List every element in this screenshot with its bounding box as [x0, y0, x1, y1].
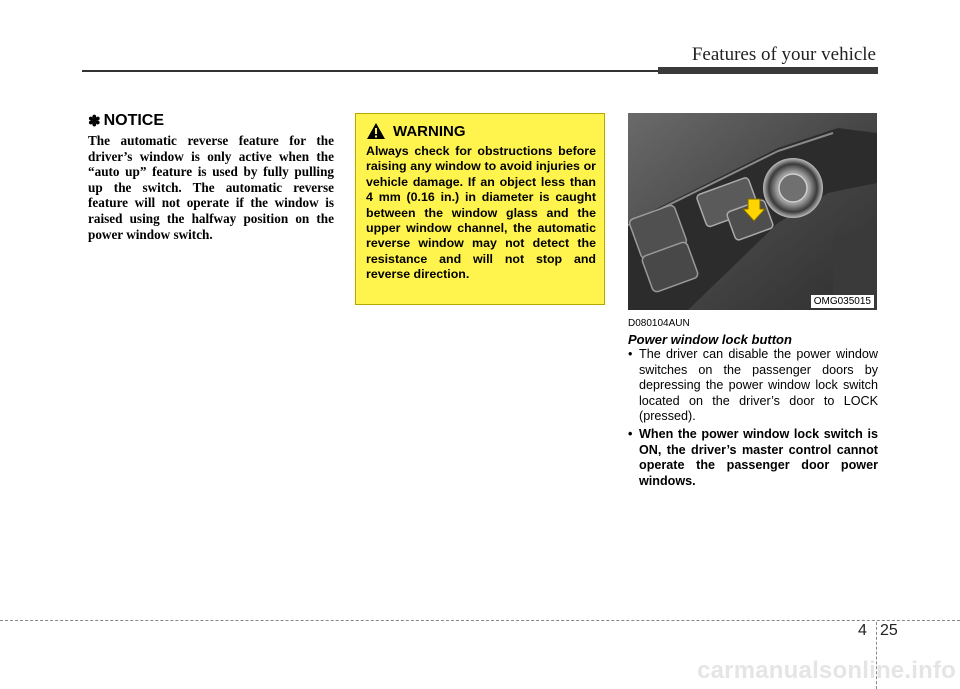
section-title: Power window lock button: [628, 332, 792, 347]
warning-triangle-icon: [366, 122, 386, 140]
asterisk-icon: ✽: [88, 113, 101, 130]
warning-box: [355, 113, 605, 305]
bullet-list: [628, 347, 878, 491]
notice-section: [88, 112, 334, 242]
header-title: Features of your vehicle: [691, 44, 876, 65]
watermark: carmanualsonline.info: [697, 657, 956, 684]
page-number: 25: [880, 622, 898, 639]
notice-text: The automatic reverse feature for the driver’s window is only active when the “auto up” feature is used by fully pulling up the switch. The automatic reverse feature will not operate if the window is raised using the halfway position on the power window switch.: [88, 133, 334, 242]
list-item: • The driver can disable the power window switches on the passenger doors by depressing the power window lock switch located on the driver’s door to LOCK (pressed).: [628, 347, 878, 424]
notice-title: NOTICE: [103, 112, 165, 129]
warning-header: [366, 122, 596, 140]
footer-rule: [0, 620, 960, 621]
figure-code: OMG035015: [811, 295, 874, 308]
chapter-number: 4: [858, 622, 867, 639]
warning-text: Always check for obstructions before raising any window to avoid injuries or vehicle damage. If an object less than 4 mm (0.16 in.) in diameter is caught between the window glass and the upper window channel, the automatic reverse window may not detect the resistance and will not stop and reverse direction.: [366, 144, 596, 282]
list-item: • When the power window lock switch is ON, the driver’s master control cannot operate the passenger door power windows.: [628, 426, 878, 488]
section-code: D080104AUN: [628, 318, 690, 329]
header-rule: [82, 70, 658, 72]
header-rule-accent: [658, 67, 878, 74]
warning-title: WARNING: [393, 122, 466, 140]
door-panel-photo: [628, 113, 877, 310]
notice-heading: [88, 112, 334, 130]
